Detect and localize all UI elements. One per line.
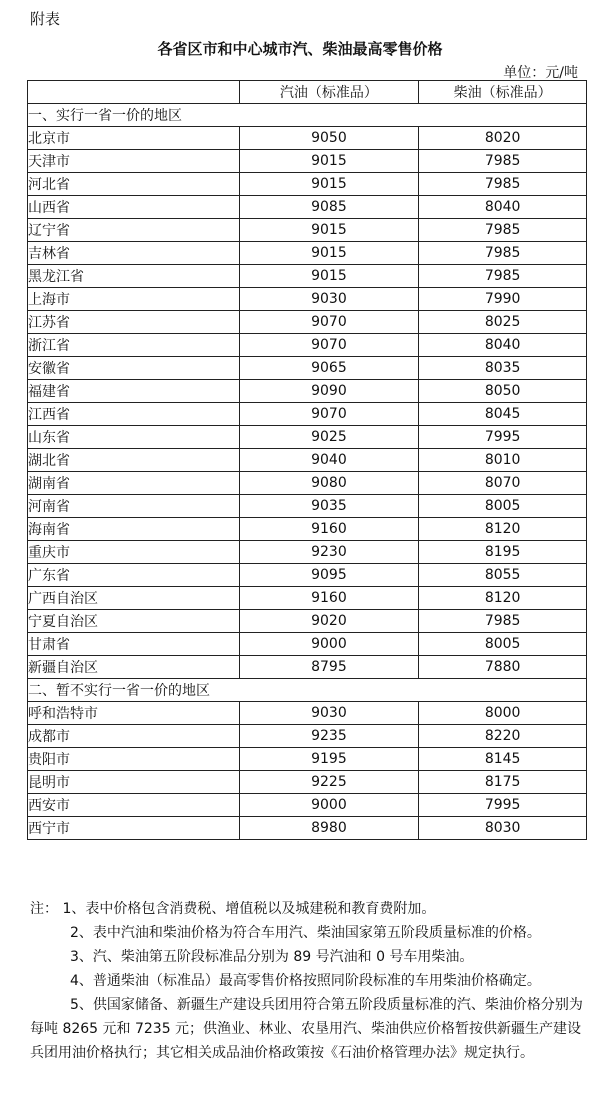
diesel-price-cell: 7880 [419,656,587,679]
table-row [28,196,587,219]
diesel-price-cell: 8050 [419,380,587,403]
note-5: 5、供国家储备、新疆生产建设兵团用符合第五阶段质量标准的汽、柴油价格分别为每吨 8265 元和 7235 元；供渔业、林业、农垦用汽、柴油供应价格暂按供新疆生产建设兵团用油价格执行；其它相关成品油价格政策按《石油价格管理办法》规定执行。 [30,997,583,1061]
region-cell: 山西省 [28,196,240,219]
table-row [28,219,587,242]
table-row [28,403,587,426]
region-cell: 宁夏自治区 [28,610,240,633]
diesel-price-cell: 8025 [419,311,587,334]
gasoline-price-cell: 9225 [239,771,419,794]
table-body [28,104,587,840]
region-cell: 甘肃省 [28,633,240,656]
gasoline-price-cell: 9070 [239,334,419,357]
notes [30,897,585,1065]
diesel-price-cell: 7985 [419,219,587,242]
unit-label: 单位：元/吨 [503,65,578,81]
gasoline-price-cell: 9015 [239,219,419,242]
header-region [28,81,240,104]
gasoline-price-cell: 9040 [239,449,419,472]
table-row [28,449,587,472]
gasoline-price-cell: 9020 [239,610,419,633]
table-row [28,794,587,817]
table-row [28,725,587,748]
gasoline-price-cell: 9160 [239,518,419,541]
gasoline-price-cell: 9015 [239,265,419,288]
region-cell: 浙江省 [28,334,240,357]
region-cell: 福建省 [28,380,240,403]
gasoline-price-cell: 9015 [239,242,419,265]
region-cell: 广东省 [28,564,240,587]
gasoline-price-cell: 9000 [239,633,419,656]
region-cell: 上海市 [28,288,240,311]
diesel-price-cell: 8010 [419,449,587,472]
gasoline-price-cell: 9025 [239,426,419,449]
diesel-price-cell: 8045 [419,403,587,426]
note-3: 3、汽、柴油第五阶段标准品分别为 89 号汽油和 0 号车用柴油。 [70,949,474,965]
gasoline-price-cell: 9030 [239,288,419,311]
region-cell: 安徽省 [28,357,240,380]
diesel-price-cell: 7985 [419,610,587,633]
table-row [28,610,587,633]
table-row [28,150,587,173]
note-1: 注： 1、表中价格包含消费税、增值税以及城建税和教育费附加。 [30,901,436,917]
diesel-price-cell: 8055 [419,564,587,587]
table-row [28,334,587,357]
diesel-price-cell: 7995 [419,426,587,449]
gasoline-price-cell: 9050 [239,127,419,150]
table-row [28,311,587,334]
gasoline-price-cell: 9030 [239,702,419,725]
region-cell: 黑龙江省 [28,265,240,288]
table-row [28,702,587,725]
diesel-price-cell: 8040 [419,334,587,357]
diesel-price-cell: 7985 [419,242,587,265]
table-row [28,380,587,403]
region-cell: 天津市 [28,150,240,173]
region-cell: 湖南省 [28,472,240,495]
gasoline-price-cell: 9230 [239,541,419,564]
diesel-price-cell: 7985 [419,173,587,196]
diesel-price-cell: 7990 [419,288,587,311]
appendix-label: 附表 [30,10,61,28]
diesel-price-cell: 8005 [419,495,587,518]
gasoline-price-cell: 9095 [239,564,419,587]
table-row [28,495,587,518]
table-row [28,127,587,150]
table-row [28,633,587,656]
gasoline-price-cell: 9015 [239,173,419,196]
region-cell: 海南省 [28,518,240,541]
region-cell: 湖北省 [28,449,240,472]
table-row [28,472,587,495]
table-row [28,288,587,311]
note-4: 4、普通柴油（标准品）最高零售价格按照同阶段标准的车用柴油价格确定。 [70,973,541,989]
table-row [28,656,587,679]
region-cell: 江西省 [28,403,240,426]
table-row [28,771,587,794]
table-row [28,748,587,771]
table-row [28,265,587,288]
region-cell: 成都市 [28,725,240,748]
diesel-price-cell: 8120 [419,518,587,541]
gasoline-price-cell: 9000 [239,794,419,817]
gasoline-price-cell: 9235 [239,725,419,748]
diesel-price-cell: 8070 [419,472,587,495]
table-row [28,357,587,380]
table-row [28,817,587,840]
diesel-price-cell: 8020 [419,127,587,150]
region-cell: 河南省 [28,495,240,518]
header-diesel: 柴油（标准品） [419,81,587,104]
diesel-price-cell: 8220 [419,725,587,748]
table-row [28,541,587,564]
diesel-price-cell: 8175 [419,771,587,794]
diesel-price-cell: 8005 [419,633,587,656]
gasoline-price-cell: 9195 [239,748,419,771]
price-table [27,80,587,840]
table-row [28,242,587,265]
gasoline-price-cell: 9070 [239,311,419,334]
diesel-price-cell: 8030 [419,817,587,840]
diesel-price-cell: 8035 [419,357,587,380]
header-gasoline: 汽油（标准品） [239,81,419,104]
region-cell: 新疆自治区 [28,656,240,679]
section-row [28,679,587,702]
gasoline-price-cell: 9085 [239,196,419,219]
region-cell: 辽宁省 [28,219,240,242]
diesel-price-cell: 8145 [419,748,587,771]
table-header-row [28,81,587,104]
gasoline-price-cell: 9090 [239,380,419,403]
table-row [28,426,587,449]
gasoline-price-cell: 8795 [239,656,419,679]
diesel-price-cell: 8000 [419,702,587,725]
diesel-price-cell: 8195 [419,541,587,564]
section-title: 一、实行一省一价的地区 [28,104,587,127]
region-cell: 广西自治区 [28,587,240,610]
diesel-price-cell: 7985 [419,265,587,288]
section-row [28,104,587,127]
region-cell: 昆明市 [28,771,240,794]
page-title: 各省区市和中心城市汽、柴油最高零售价格 [157,40,443,58]
gasoline-price-cell: 9035 [239,495,419,518]
table-row [28,518,587,541]
region-cell: 西宁市 [28,817,240,840]
diesel-price-cell: 7995 [419,794,587,817]
diesel-price-cell: 8040 [419,196,587,219]
diesel-price-cell: 7985 [419,150,587,173]
table-row [28,564,587,587]
region-cell: 河北省 [28,173,240,196]
table-row [28,173,587,196]
gasoline-price-cell: 8980 [239,817,419,840]
region-cell: 贵阳市 [28,748,240,771]
diesel-price-cell: 8120 [419,587,587,610]
region-cell: 山东省 [28,426,240,449]
region-cell: 重庆市 [28,541,240,564]
gasoline-price-cell: 9070 [239,403,419,426]
table-row [28,587,587,610]
region-cell: 呼和浩特市 [28,702,240,725]
region-cell: 吉林省 [28,242,240,265]
section-title: 二、暂不实行一省一价的地区 [28,679,587,702]
region-cell: 西安市 [28,794,240,817]
gasoline-price-cell: 9015 [239,150,419,173]
gasoline-price-cell: 9065 [239,357,419,380]
note-2: 2、表中汽油和柴油价格为符合车用汽、柴油国家第五阶段质量标准的价格。 [70,925,541,941]
region-cell: 江苏省 [28,311,240,334]
gasoline-price-cell: 9080 [239,472,419,495]
gasoline-price-cell: 9160 [239,587,419,610]
region-cell: 北京市 [28,127,240,150]
